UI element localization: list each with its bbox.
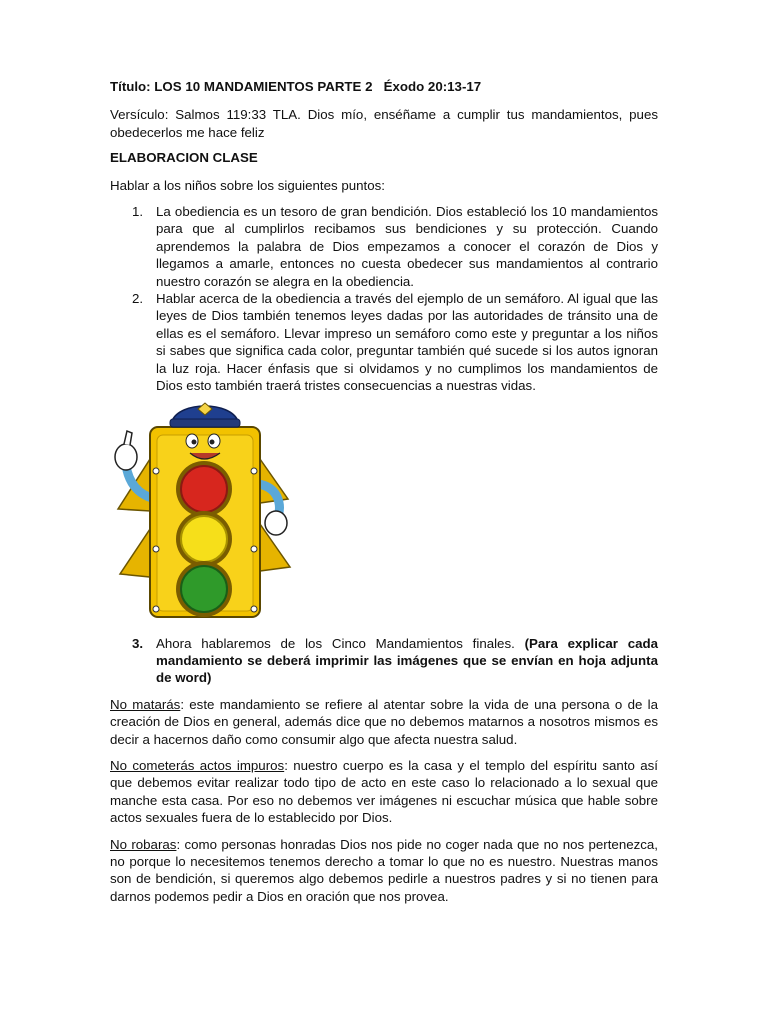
commandment-name: No cometerás actos impuros [110, 757, 285, 773]
title-reference: Éxodo 20:13-17 [383, 79, 482, 94]
list-item-text: La obediencia es un tesoro de gran bendición. Dios estableció los 10 mandamientos para que al cumplirlos recibamos sus bendiciones y su protección. Cuando aprendemos la palabra de Dios empezamos a conocer el corazón de Dios y llegamos a amarle, entonces no cuesta obedecer sus mandamientos al contrario nuestro corazón se alegra en la obediencia. [156, 204, 658, 289]
points-list [110, 203, 658, 394]
commandment-name: No matarás [110, 696, 181, 712]
commandment-paragraph [110, 757, 658, 827]
verse-paragraph: Versículo: Salmos 119:33 TLA. Dios mío, enséñame a cumplir tus mandamientos, pues obedecerlos me hace feliz [110, 107, 658, 140]
commandment-text: : nuestro cuerpo es la casa y el templo del espíritu santo así que debemos evitar realizar todo tipo de acto en este caso lo relacionado a lo sexual que manche esta casa. Por eso no debemos ver imágenes ni escuchar música que hable sobre actos sexuales fuera de lo establecido por Dios. [110, 757, 658, 826]
commandment-paragraph [110, 836, 658, 906]
document-title [110, 78, 658, 95]
points-list-continued [110, 635, 658, 687]
list-item [110, 290, 658, 394]
list-item-number: 1. [132, 204, 144, 220]
list-item [110, 203, 658, 290]
document-page [110, 78, 658, 914]
traffic-light-icon [110, 399, 300, 624]
traffic-light-illustration [110, 399, 658, 629]
list-item-text: Hablar acerca de la obediencia a través del ejemplo de un semáforo. Al igual que las leyes de Dios también tenemos leyes dadas por las autoridades de tránsito una de ellas es el semáforo. Llevar impreso un semáforo como este y preguntar a los niños si sabes que significa cada color, preguntar también qué sucede si los autos ignoran la luz roja. Hacer énfasis que si olvidamos y no cumplimos los mandamientos de Dios esto también traerá tristes consecuencias a nuestras vidas. [156, 291, 658, 394]
section-heading: ELABORACION CLASE [110, 150, 258, 166]
commandment-name: No robaras [110, 836, 177, 852]
commandment-text: : este mandamiento se refiere al atentar sobre la vida de una persona o de la creación de Dios en general, además dice que no debemos matarnos a nosotros mismos es decir a hacernos daño como consumir algo que afecta nuestra salud. [110, 696, 658, 747]
list-item-bold-note: (Para explicar cada mandamiento se deberá imprimir las imágenes que se envían en hoja adjunta de word) [156, 635, 658, 686]
intro-paragraph: Hablar a los niños sobre los siguientes puntos: [110, 177, 385, 193]
list-item-number: 2. [132, 291, 144, 307]
list-item-text: Ahora hablaremos de los Cinco Mandamientos finales. [156, 635, 525, 651]
list-item [110, 635, 658, 687]
title-label: Título: LOS 10 MANDAMIENTOS PARTE 2 [110, 79, 373, 94]
commandment-paragraph [110, 696, 658, 748]
list-item-number: 3. [132, 635, 144, 651]
commandment-text: : como personas honradas Dios nos pide no coger nada que no nos pertenezca, no porque lo necesitemos tenemos derecho a tomar lo que no es nuestro. Nuestras manos son de bendición, si queremos algo debemos pedirle a nuestros padres y si no tienen para darnos podemos pedir a Dios en oración que nos provea. [110, 836, 659, 904]
